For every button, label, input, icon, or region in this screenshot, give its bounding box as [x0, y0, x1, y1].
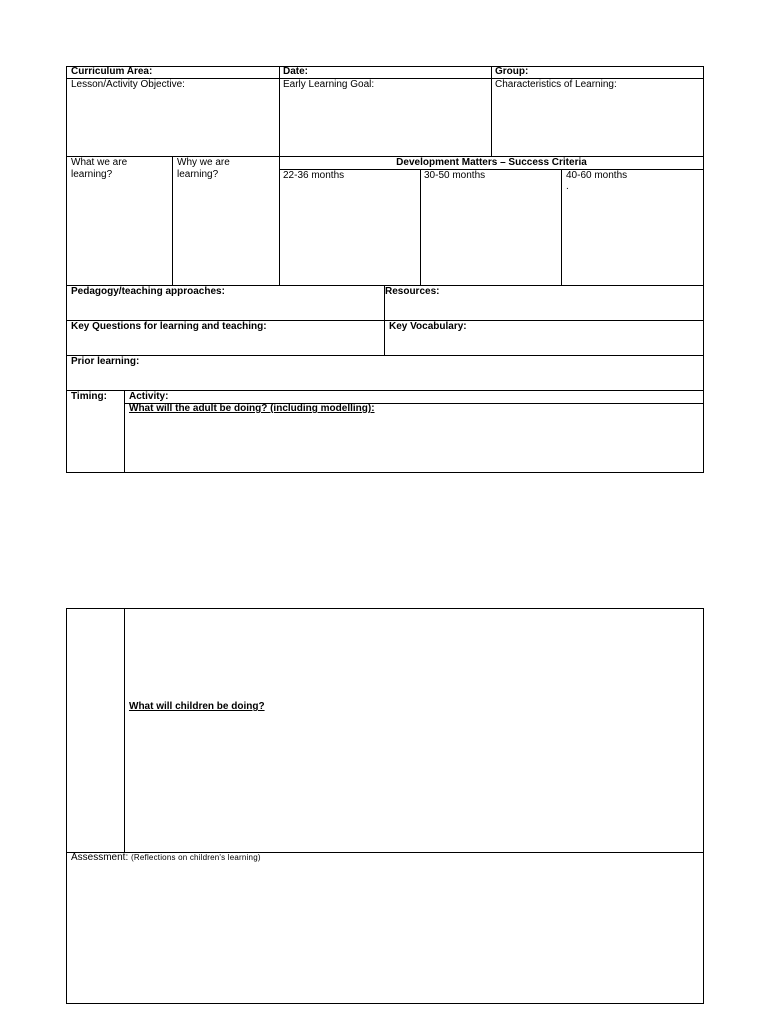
- column-divider: [491, 66, 492, 156]
- assessment-label: [71, 852, 261, 864]
- characteristics-of-learning-label: Characteristics of Learning:: [495, 79, 617, 90]
- column-divider: [561, 169, 562, 285]
- lesson-plan-table-bottom: [66, 608, 704, 1004]
- pedagogy-label: Pedagogy/teaching approaches:: [71, 286, 225, 297]
- group-label: Group:: [495, 66, 529, 77]
- column-divider: [420, 169, 421, 285]
- children-doing-label: What will children be doing?: [129, 701, 265, 712]
- development-matters-heading: Development Matters – Success Criteria: [396, 157, 587, 168]
- prior-learning-label: Prior learning:: [71, 356, 140, 367]
- column-divider: [279, 156, 280, 285]
- age-band-40-60-extra: .: [566, 181, 569, 192]
- column-divider: [124, 608, 125, 852]
- what-we-are-learning-label: What we are learning?: [71, 157, 128, 180]
- column-divider: [124, 390, 125, 473]
- date-label: Date:: [283, 66, 309, 77]
- curriculum-area-label: Curriculum Area:: [71, 66, 153, 77]
- key-vocabulary-label: Key Vocabulary:: [389, 321, 467, 332]
- assessment-title: Assessment:: [71, 852, 129, 863]
- age-band-30-50: 30-50 months: [424, 170, 486, 181]
- key-questions-label: Key Questions for learning and teaching:: [71, 321, 267, 332]
- adult-doing-label: What will the adult be doing? (including modelling):: [129, 403, 375, 414]
- lesson-objective-label: Lesson/Activity Objective:: [71, 79, 185, 90]
- column-divider: [279, 66, 280, 156]
- resources-label: Resources:: [385, 286, 440, 297]
- early-learning-goal-label: Early Learning Goal:: [283, 79, 375, 90]
- age-band-22-36: 22-36 months: [283, 170, 345, 181]
- activity-label: Activity:: [129, 391, 169, 402]
- assessment-note: (Reflections on children's learning): [131, 853, 261, 862]
- column-divider: [172, 156, 173, 285]
- timing-label: Timing:: [71, 391, 107, 402]
- age-band-40-60: 40-60 months: [566, 170, 628, 181]
- row-divider: [66, 355, 704, 356]
- why-we-are-learning-label: Why we are learning?: [177, 157, 230, 180]
